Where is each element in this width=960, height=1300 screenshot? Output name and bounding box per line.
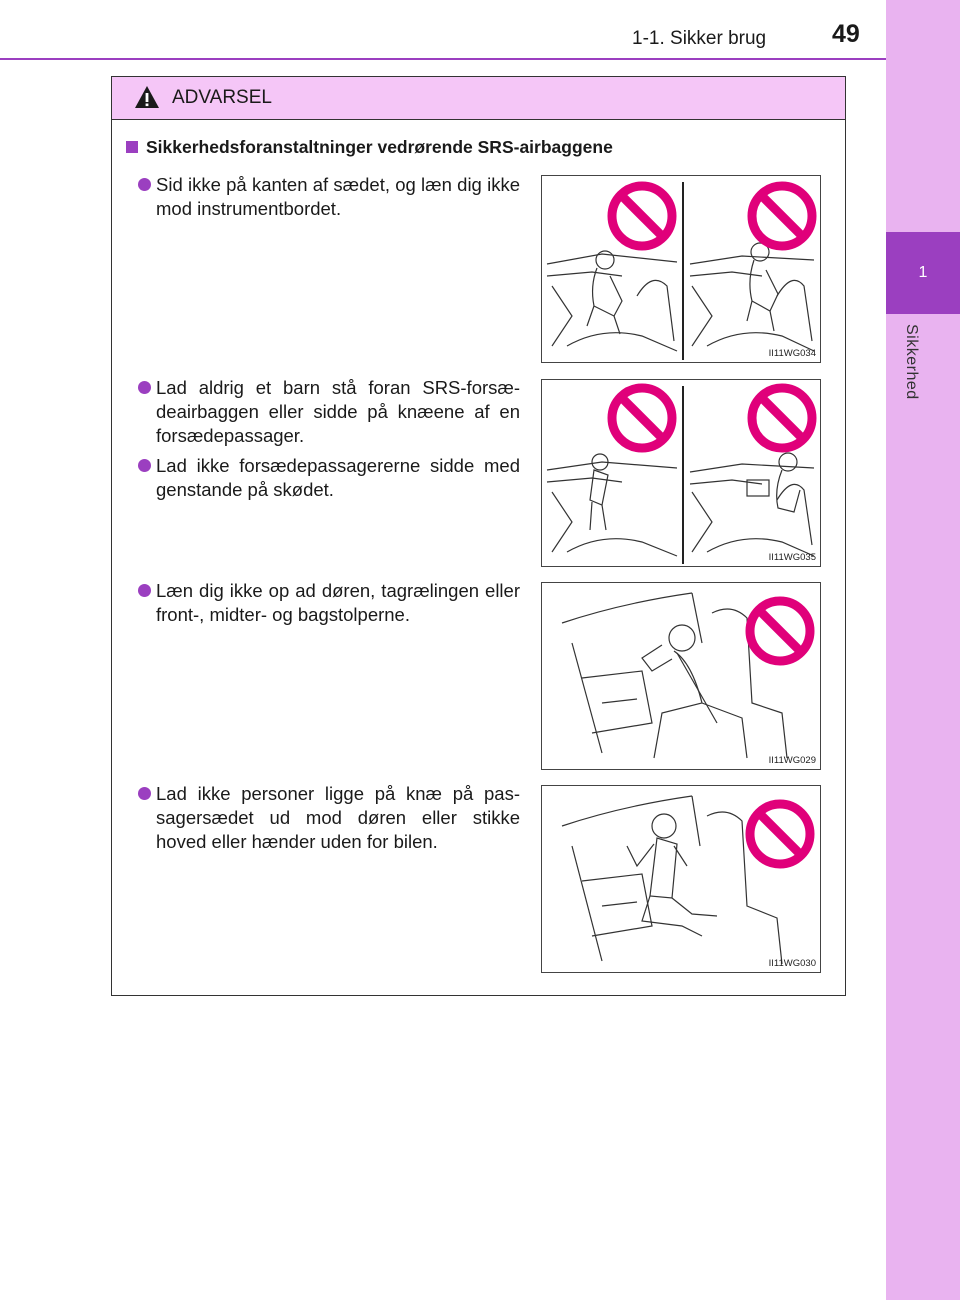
section-heading xyxy=(126,137,613,158)
illustration-lean-forward xyxy=(541,175,821,363)
list-item-text: Lad ikke personer ligge på knæ på pas-sagersædet ud mod døren eller stikke hoved eller hænder uden for bilen. xyxy=(156,783,520,852)
bullet-dot-icon xyxy=(138,381,151,394)
illustration-code: II11WG029 xyxy=(768,755,816,766)
prohibited-sign xyxy=(750,601,810,661)
prohibited-sign-right xyxy=(752,186,812,246)
list-item xyxy=(138,782,520,854)
chapter-number: 1 xyxy=(918,264,928,281)
list-item-text: Læn dig ikke op ad døren, tagrælingen eller front-, midter- og bagstolperne. xyxy=(156,580,520,625)
illustration-divider xyxy=(682,386,684,564)
prohibited-sign-right xyxy=(752,388,812,448)
header-rule xyxy=(0,58,886,60)
illustration-lean-on-door xyxy=(541,582,821,770)
list-item xyxy=(138,376,520,448)
illustration-code: II11WG034 xyxy=(768,348,816,359)
prohibited-sign-left xyxy=(612,388,672,448)
prohibited-sign xyxy=(750,804,810,864)
car-interior-illustration xyxy=(542,176,820,362)
chapter-name: Sikkerhed xyxy=(903,324,920,400)
illustration-child-standing xyxy=(541,379,821,567)
bullet-dot-icon xyxy=(138,787,151,800)
warning-header xyxy=(112,77,845,120)
illustration-code: II11WG035 xyxy=(768,552,816,563)
warning-triangle-icon xyxy=(134,85,160,109)
car-interior-illustration xyxy=(542,583,820,769)
illustration-divider xyxy=(682,182,684,360)
car-interior-illustration xyxy=(542,786,820,972)
list-item xyxy=(138,579,520,627)
side-tab xyxy=(886,0,960,1300)
list-item xyxy=(138,173,520,221)
square-bullet-icon xyxy=(126,141,138,153)
illustration-kneeling-on-seat xyxy=(541,785,821,973)
list-item-text: Sid ikke på kanten af sædet, og læn dig ikke mod instrumentbordet. xyxy=(156,174,520,219)
car-interior-illustration xyxy=(542,380,820,566)
chapter-number-box xyxy=(886,232,960,314)
section-heading-text: Sikkerhedsforanstaltninger vedrørende SRS-airbaggene xyxy=(146,137,613,157)
bullet-dot-icon xyxy=(138,584,151,597)
list-item-text: Lad aldrig et barn stå foran SRS-forsæ-deairbaggen eller sidde på knæene af en forsædepassager. xyxy=(156,377,520,446)
bullet-dot-icon xyxy=(138,459,151,472)
prohibited-sign-left xyxy=(612,186,672,246)
warning-label: ADVARSEL xyxy=(172,87,272,108)
list-item xyxy=(138,454,520,502)
list-item-text: Lad ikke forsædepassagererne sidde med genstande på skødet. xyxy=(156,455,520,500)
page-number: 49 xyxy=(832,20,860,48)
illustration-code: II11WG030 xyxy=(768,958,816,969)
section-header-title: 1-1. Sikker brug xyxy=(632,28,767,49)
bullet-dot-icon xyxy=(138,178,151,191)
warning-box xyxy=(111,76,846,996)
